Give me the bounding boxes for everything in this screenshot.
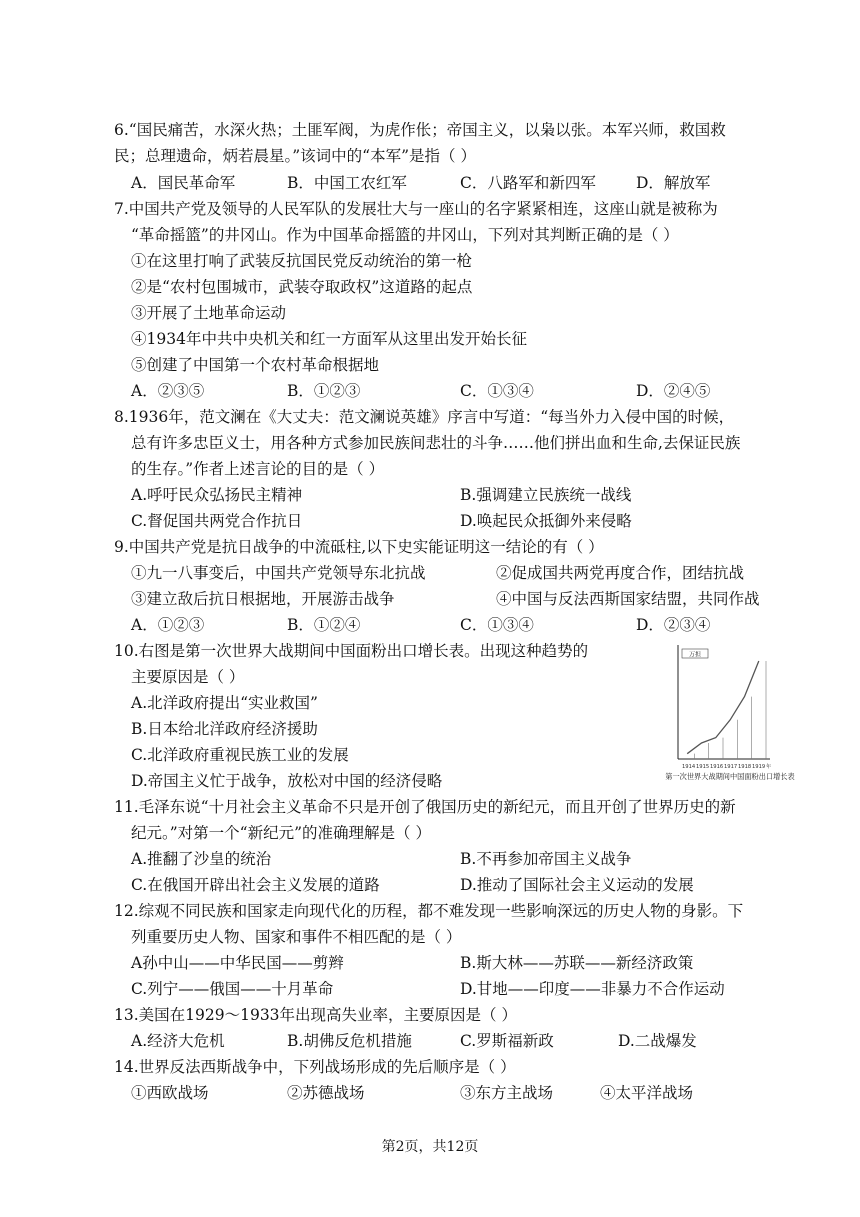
q11-option-c: C.在俄国开辟出社会主义发展的道路 xyxy=(131,876,380,894)
q8-option-c: C.督促国共两党合作抗日 xyxy=(131,512,303,530)
q9-item-1: ①九一八事变后，中国共产党领导东北抗战 xyxy=(131,564,426,582)
q12-option-d: D.甘地——印度——非暴力不合作运动 xyxy=(460,980,725,998)
q11-option-a: A.推翻了沙皇的统治 xyxy=(131,850,272,868)
x-tick-label: 1917 xyxy=(724,764,738,770)
flour-export-figure xyxy=(648,641,808,784)
q10-option-c: C.北洋政府重视民族工业的发展 xyxy=(131,746,349,764)
x-tick-label: 1916 xyxy=(710,764,724,770)
q7-stem-line-2: “革命摇篮”的井冈山。作为中国革命摇篮的井冈山，下列对其判断正确的是（ ） xyxy=(131,226,679,244)
q10-stem-line-1: 10.右图是第一次世界大战期间中国面粉出口增长表。出现这种趋势的 xyxy=(114,642,589,660)
x-tick-label: 年 xyxy=(766,764,772,770)
q6-option-c: C．八路军和新四军 xyxy=(460,174,596,192)
peak-label: 万担 xyxy=(688,651,702,659)
q7-stem-line-1: 7.中国共产党及领导的人民军队的发展壮大与一座山的名字紧紧相连，这座山就是被称为 xyxy=(114,200,718,218)
q10-option-a: A.北洋政府提出“实业救国” xyxy=(131,694,318,712)
q12-option-a: A孙中山——中华民国——剪辫 xyxy=(131,954,344,972)
q7-item-3: ③开展了土地革命运动 xyxy=(131,304,287,322)
q9-option-b: B．①②④ xyxy=(287,616,361,634)
q14-item-1: ①西欧战场 xyxy=(131,1084,209,1102)
q7-option-c: C．①③④ xyxy=(460,382,534,400)
q7-item-4: ④1934年中共中央机关和红一方面军从这里出发开始长征 xyxy=(131,330,527,348)
q12-option-c: C.列宁——俄国——十月革命 xyxy=(131,980,334,998)
q11-stem-line-1: 11.毛泽东说“十月社会主义革命不只是开创了俄国历史的新纪元，而且开创了世界历史的新 xyxy=(114,798,736,816)
q12-stem-line-2: 列重要历史人物、国家和事件不相匹配的是（ ） xyxy=(131,928,462,946)
q6-option-a: A．国民革命军 xyxy=(131,174,236,192)
q9-item-3: ③建立敌后抗日根据地，开展游击战争 xyxy=(131,590,395,608)
q6-option-d: D．解放军 xyxy=(636,174,711,192)
q13-option-c: C.罗斯福新政 xyxy=(460,1032,554,1050)
q7-option-b: B．①②③ xyxy=(287,382,361,400)
q11-option-d: D.推动了国际社会主义运动的发展 xyxy=(460,876,694,894)
q14-item-2: ②苏德战场 xyxy=(287,1084,365,1102)
q12-option-b: B.斯大林——苏联——新经济政策 xyxy=(460,954,694,972)
q14-item-3: ③东方主战场 xyxy=(460,1084,554,1102)
q7-option-a: A．②③⑤ xyxy=(131,382,205,400)
x-tick-label: 1914 xyxy=(682,764,696,770)
q10-option-d: D.帝国主义忙于战争，放松对中国的经济侵略 xyxy=(131,772,443,790)
q8-option-a: A.呼吁民众弘扬民主精神 xyxy=(131,486,303,504)
x-tick-label: 1918 xyxy=(738,764,752,770)
q13-stem-line-1: 13.美国在1929～1933年出现高失业率，主要原因是（ ） xyxy=(114,1006,517,1024)
q12-stem-line-1: 12.综观不同民族和国家走向现代化的历程，都不难发现一些影响深远的历史人物的身影。下 xyxy=(114,902,744,920)
figure-caption: 第一次世界大战期间中国面粉出口增长表 xyxy=(665,772,795,781)
q14-item-4: ④太平洋战场 xyxy=(600,1084,694,1102)
q8-stem-line-3: 的生存。”作者上述言论的目的是（ ） xyxy=(131,460,385,478)
q6-stem-line-2: 民；总理遗命，炳若晨星。”该词中的“本军”是指（ ） xyxy=(114,147,476,165)
x-tick-label: 1919 xyxy=(752,764,766,770)
q13-option-d: D.二战爆发 xyxy=(618,1032,697,1050)
q9-item-4: ④中国与反法西斯国家结盟，共同作战 xyxy=(496,590,760,608)
q7-item-2: ②是“农村包围城市，武装夺取政权”这道路的起点 xyxy=(131,278,473,296)
q9-option-a: A．①②③ xyxy=(131,616,205,634)
q10-stem-line-2: 主要原因是（ ） xyxy=(131,668,245,686)
q7-option-d: D．②④⑤ xyxy=(636,382,711,400)
page-footer: 第2页，共12页 xyxy=(381,1139,479,1155)
q13-option-a: A.经济大危机 xyxy=(131,1032,225,1050)
q9-option-c: C．①③④ xyxy=(460,616,534,634)
q13-option-b: B.胡佛反危机措施 xyxy=(287,1032,412,1050)
q11-option-b: B.不再参加帝国主义战争 xyxy=(460,850,632,868)
q8-option-d: D.唤起民众抵御外来侵略 xyxy=(460,512,632,530)
q6-stem-line-1: 6.“国民痛苦，水深火热；土匪军阀，为虎作伥；帝国主义，以枭以张。本军兴师，救国救 xyxy=(114,121,726,139)
q8-option-b: B.强调建立民族统一战线 xyxy=(460,486,632,504)
q9-option-d: D．②③④ xyxy=(636,616,711,634)
q7-item-1: ①在这里打响了武装反抗国民党反动统治的第一枪 xyxy=(131,252,473,270)
q8-stem-line-2: 总有许多忠臣义士，用各种方式参加民族间悲壮的斗争……他们拼出血和生命,去保证民族 xyxy=(131,434,741,452)
q9-stem-line-1: 9.中国共产党是抗日战争的中流砥柱,以下史实能证明这一结论的有（ ） xyxy=(114,538,604,556)
q10-option-b: B.日本给北洋政府经济援助 xyxy=(131,720,318,738)
q14-stem-line-1: 14.世界反法西斯战争中，下列战场形成的先后顺序是（ ） xyxy=(114,1058,516,1076)
q11-stem-line-2: 纪元。”对第一个“新纪元”的准确理解是（ ） xyxy=(131,824,431,842)
flour-export-chart xyxy=(648,641,808,784)
q6-option-b: B．中国工农红军 xyxy=(287,174,407,192)
q8-stem-line-1: 8.1936年，范文澜在《大丈夫：范文澜说英雄》序言中写道：“每当外力入侵中国的时候， xyxy=(114,408,735,426)
q7-item-5: ⑤创建了中国第一个农村革命根据地 xyxy=(131,356,380,374)
x-tick-label: 1915 xyxy=(696,764,710,770)
q9-item-2: ②促成国共两党再度合作，团结抗战 xyxy=(496,564,745,582)
